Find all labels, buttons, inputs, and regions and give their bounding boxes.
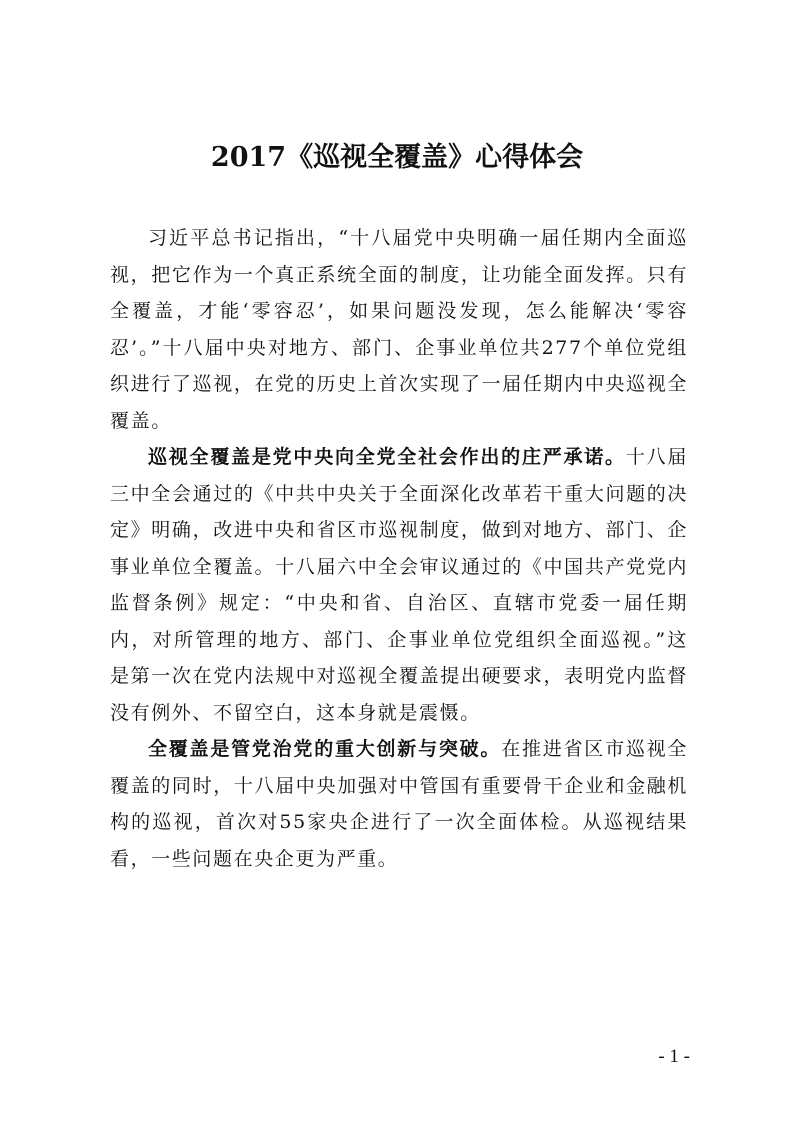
paragraph-lead: 全覆盖是管党治党的重大创新与突破。 <box>148 738 502 760</box>
paragraph-text: 习近平总书记指出，“十八届党中央明确一届任期内全面巡视，把它作为一个真正系统全面的制度，让功能全面发挥。只有全覆盖，才能‘零容忍’，如果问题没发现，怎么能解决‘零容忍’。”十八届中央对地方、部门、企事业单位共277个单位党组织进行了巡视，在党的历史上首次实现了一届任期内中央巡视全覆盖。 <box>110 227 688 432</box>
paragraph-2 <box>110 439 688 731</box>
paragraph-1 <box>110 220 688 439</box>
paragraph-lead: 巡视全覆盖是党中央向全党全社会作出的庄严承诺。 <box>148 446 626 468</box>
paragraph-text: 在推进省区市巡视全覆盖的同时，十八届中央加强对中管国有重要骨干企业和金融机构的巡视，首次对55家央企进行了一次全面体检。从巡视结果看，一些问题在央企更为严重。 <box>110 738 688 870</box>
document-body <box>110 220 688 877</box>
paragraph-3 <box>110 731 688 877</box>
paragraph-text: 十八届三中全会通过的《中共中央关于全面深化改革若干重大问题的决定》明确，改进中央和省区市巡视制度，做到对地方、部门、企事业单位全覆盖。十八届六中全会审议通过的《中国共产党党内监督条例》规定：“中央和省、自治区、直辖市党委一届任期内，对所管理的地方、部门、企事业单位党组织全面巡视。”这是第一次在党内法规中对巡视全覆盖提出硬要求，表明党内监督没有例外、不留空白，这本身就是震慑。 <box>110 446 688 724</box>
page-number: - 1 - <box>658 1046 690 1067</box>
document-title: 2017《巡视全覆盖》心得体会 <box>210 142 584 173</box>
